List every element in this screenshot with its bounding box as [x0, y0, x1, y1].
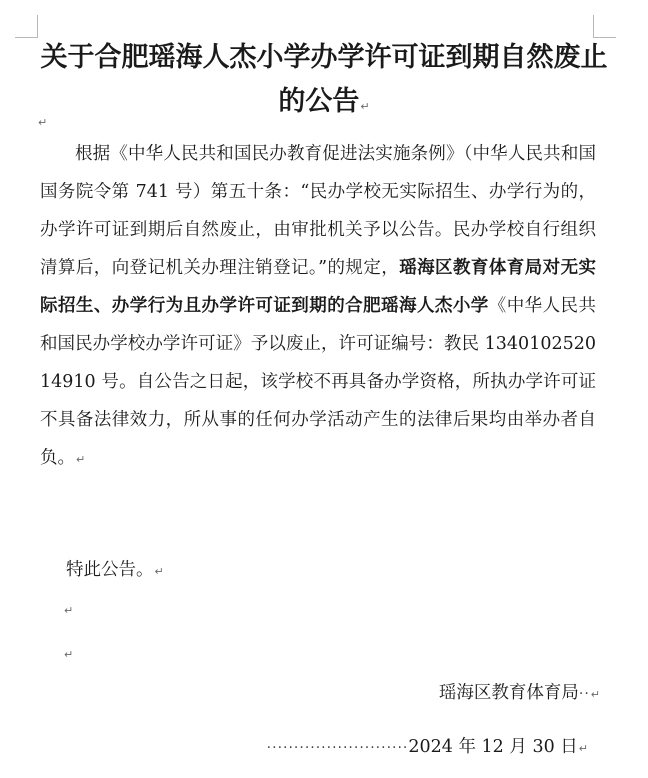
space-marks: ·· [578, 686, 590, 702]
space-marks: ·························· [266, 740, 409, 756]
body-text-part1: 根据《中华人民共和国民办教育促进法实施条例》（中华人民共和国国务院令第 741 号）第五十条：“民办学校无实际招生、办学行为的，办学许可证到期后自然废止，由审批机关予以公告。民办学校自行组织清算后，向登记机关办理注销登记。”的规定， [40, 144, 596, 278]
signature-organization[interactable]: 瑶海区教育体育局··↵ [438, 683, 600, 703]
paragraph-mark-icon: ↵ [38, 116, 48, 129]
paragraph-mark-icon: ↵ [590, 688, 600, 701]
paragraph-mark-icon: ↵ [64, 648, 74, 661]
closing-line[interactable]: 特此公告。↵ [66, 560, 164, 580]
notice-body-paragraph[interactable] [40, 135, 596, 479]
signature-date[interactable]: ··························2024 年 12 月 30 日↵ [266, 737, 588, 757]
paragraph-mark-icon: ↵ [76, 453, 86, 466]
document-title[interactable]: 关于合肥瑶海人杰小学办学许可证到期自然废止的公告↵ [40, 42, 608, 117]
body-text-part2: 《中华人民共和国民办学校办学许可证》予以废止，许可证编号：教民 134010252014910 号。自公告之日起，该学校不再具备办学资格，所执办学许可证不具备法律效力，所从事的任何办学活动产生的法律后果均由举办者自负。 [40, 296, 596, 468]
body-text-highlight: 瑶海区教育体育局对无实际招生、办学行为且办学许可证到期的合肥瑶海人杰小学 [40, 258, 596, 316]
paragraph-mark-icon: ↵ [154, 565, 164, 578]
paragraph-mark-icon: ↵ [578, 742, 588, 755]
paragraph-mark-icon: ↵ [360, 100, 370, 113]
crop-mark-top-left [15, 15, 38, 38]
paragraph-mark-icon: ↵ [64, 604, 74, 617]
crop-mark-top-right [593, 15, 616, 38]
